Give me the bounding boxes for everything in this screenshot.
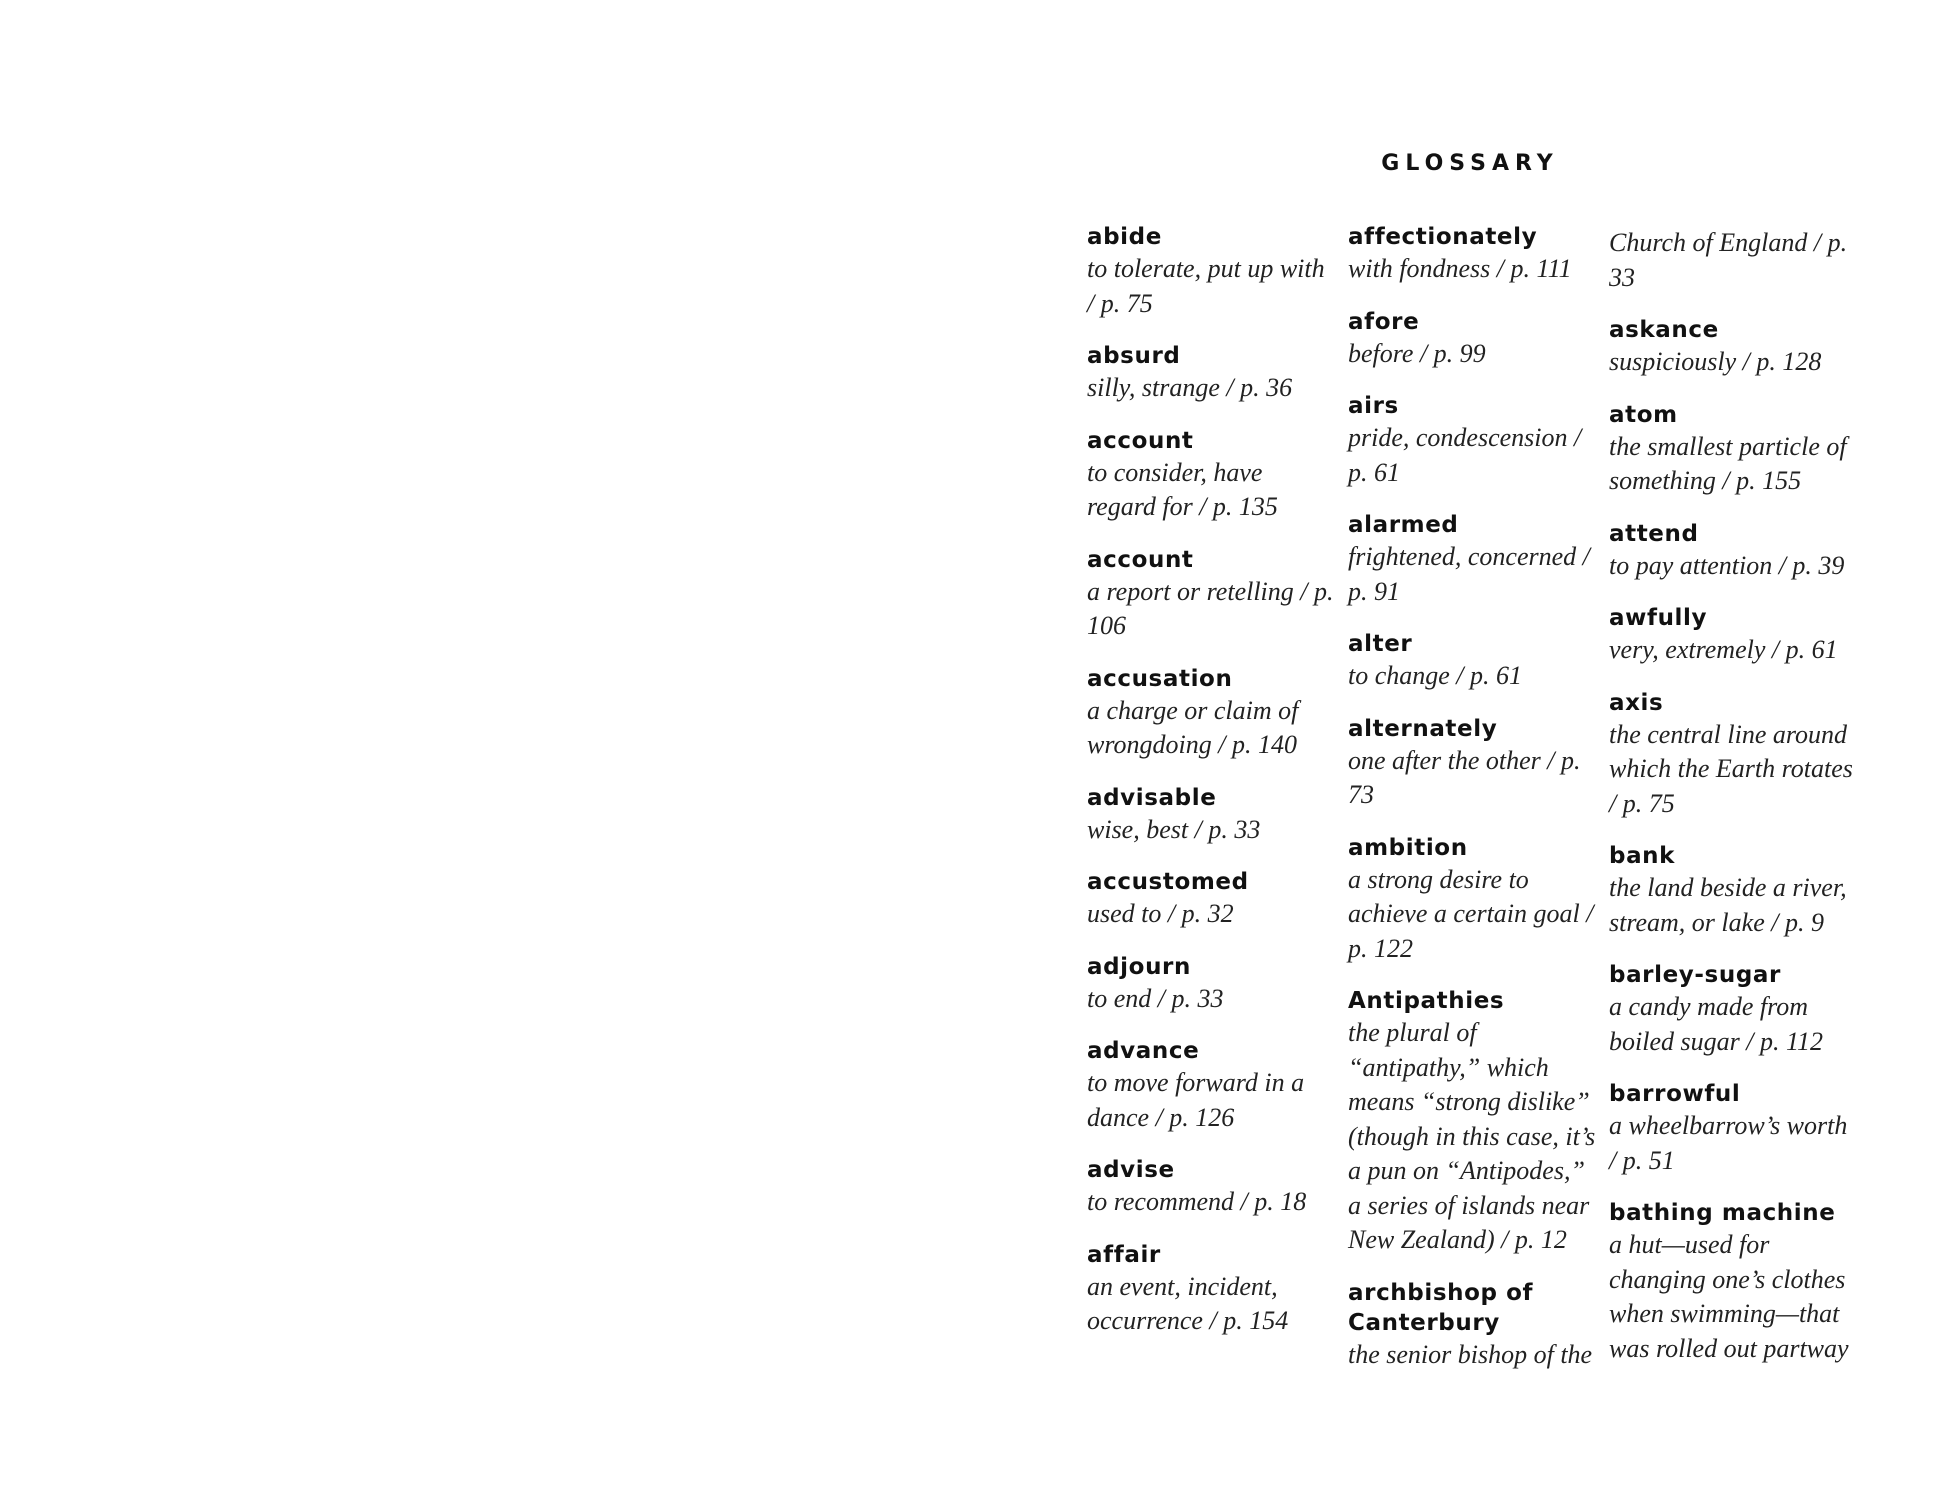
- glossary-entry: [1609, 315, 1859, 380]
- glossary-term: Antipathies: [1348, 988, 1505, 1014]
- glossary-term: account: [1087, 427, 1194, 454]
- glossary-entry: [1087, 545, 1337, 644]
- glossary-entry: [1609, 603, 1859, 668]
- glossary-definition: Church of England / p. 33: [1609, 228, 1848, 292]
- glossary-entry: [1087, 783, 1337, 848]
- glossary-definition: to move forward in a dance / p. 126: [1087, 1068, 1305, 1132]
- glossary-term: abide: [1087, 224, 1162, 250]
- glossary-term: accustomed: [1087, 869, 1249, 895]
- glossary-column-1: [1087, 222, 1337, 1359]
- glossary-definition: to recommend / p. 18: [1087, 1187, 1307, 1216]
- glossary-entry: [1087, 222, 1337, 321]
- glossary-entry: [1609, 960, 1859, 1059]
- glossary-entry: [1348, 391, 1598, 490]
- glossary-term: barley-sugar: [1609, 962, 1781, 988]
- glossary-term: alternately: [1348, 715, 1498, 742]
- glossary-definition: a hut—used for changing one’s clothes when swimming—that was rolled out partway: [1609, 1230, 1849, 1363]
- glossary-term: barrowful: [1609, 1081, 1741, 1107]
- glossary-term: atom: [1609, 401, 1678, 428]
- glossary-definition: a strong desire to achieve a certain goal / p. 122: [1348, 864, 1594, 963]
- glossary-definition: to change / p. 61: [1348, 661, 1523, 690]
- glossary-term: affectionately: [1348, 224, 1538, 250]
- glossary-entry: [1087, 1240, 1337, 1339]
- glossary-entry: [1087, 664, 1337, 763]
- glossary-entry: [1348, 307, 1598, 372]
- glossary-definition: with fondness / p. 111: [1348, 254, 1572, 283]
- glossary-term: bank: [1609, 843, 1676, 869]
- glossary-term: advise: [1087, 1157, 1175, 1183]
- glossary-definition: one after the other / p. 73: [1348, 745, 1581, 809]
- glossary-entry: [1348, 510, 1598, 609]
- glossary-definition: suspiciously / p. 128: [1609, 347, 1822, 376]
- glossary-definition: before / p. 99: [1348, 338, 1486, 368]
- glossary-entry: [1087, 426, 1337, 525]
- glossary-definition: the land beside a river, stream, or lake / p. 9: [1609, 873, 1847, 937]
- glossary-term: awfully: [1609, 605, 1708, 631]
- glossary-term: accusation: [1087, 665, 1233, 692]
- glossary-term: alter: [1348, 631, 1413, 657]
- glossary-term: archbishop of Canterbury: [1348, 1279, 1534, 1336]
- glossary-term: ambition: [1348, 834, 1468, 861]
- glossary-entry: [1609, 1079, 1859, 1178]
- glossary-definition: to pay attention / p. 39: [1609, 550, 1845, 580]
- glossary-term: advance: [1087, 1038, 1200, 1064]
- glossary-column-3: [1609, 222, 1859, 1386]
- glossary-term: absurd: [1087, 343, 1181, 369]
- glossary-definition: to consider, have regard for / p. 135: [1087, 457, 1278, 521]
- glossary-term: account: [1087, 546, 1194, 573]
- glossary-definition: to tolerate, put up with / p. 75: [1087, 254, 1325, 318]
- glossary-term: afore: [1348, 308, 1420, 335]
- glossary-entry-continuation: [1609, 226, 1859, 295]
- glossary-definition: the central line around which the Earth rotates / p. 75: [1609, 719, 1853, 818]
- glossary-definition: a wheelbarrow’s worth / p. 51: [1609, 1111, 1848, 1175]
- glossary-definition: used to / p. 32: [1087, 899, 1234, 928]
- glossary-entry: [1348, 833, 1598, 967]
- glossary-entry: [1609, 1198, 1859, 1366]
- glossary-entry: [1087, 341, 1337, 406]
- glossary-term: askance: [1609, 317, 1719, 343]
- glossary-term: bathing machine: [1609, 1200, 1836, 1226]
- glossary-entry: [1087, 1036, 1337, 1135]
- glossary-definition: the senior bishop of the: [1348, 1339, 1593, 1369]
- glossary-entry: [1609, 519, 1859, 584]
- glossary-entry: [1609, 400, 1859, 499]
- glossary-entry: [1087, 1155, 1337, 1220]
- glossary-term: affair: [1087, 1241, 1161, 1268]
- glossary-definition: very, extremely / p. 61: [1609, 635, 1838, 664]
- glossary-term: adjourn: [1087, 953, 1191, 980]
- glossary-entry: [1087, 867, 1337, 932]
- glossary-definition: a report or retelling / p. 106: [1087, 576, 1334, 640]
- glossary-column-2: [1348, 222, 1598, 1392]
- glossary-entry: [1348, 222, 1598, 287]
- glossary-term: alarmed: [1348, 512, 1459, 538]
- glossary-definition: silly, strange / p. 36: [1087, 373, 1293, 402]
- glossary-definition: wise, best / p. 33: [1087, 814, 1261, 844]
- glossary-entry: [1348, 714, 1598, 813]
- glossary-term: airs: [1348, 393, 1399, 419]
- glossary-definition: to end / p. 33: [1087, 983, 1224, 1013]
- glossary-definition: the plural of “antipathy,” which means “strong dislike” (though in this case, it’s a pun on “Antipodes,” a series of islands near New Zealand) / p. 12: [1348, 1018, 1596, 1254]
- glossary-definition: an event, incident, occurrence / p. 154: [1087, 1271, 1289, 1335]
- glossary-entry: [1348, 1278, 1598, 1373]
- glossary-entry: [1087, 952, 1337, 1017]
- glossary-entry: [1348, 629, 1598, 694]
- glossary-entry: [1348, 986, 1598, 1258]
- glossary-entry: [1609, 841, 1859, 940]
- page-title: GLOSSARY: [1381, 151, 1559, 176]
- glossary-definition: the smallest particle of something / p. 155: [1609, 431, 1847, 495]
- glossary-term: axis: [1609, 689, 1664, 716]
- glossary-term: advisable: [1087, 784, 1217, 811]
- glossary-term: attend: [1609, 520, 1699, 547]
- glossary-entry: [1609, 688, 1859, 822]
- glossary-definition: frightened, concerned / p. 91: [1348, 542, 1590, 606]
- glossary-definition: pride, condescension / p. 61: [1348, 423, 1582, 487]
- glossary-definition: a charge or claim of wrongdoing / p. 140: [1087, 695, 1299, 759]
- glossary-definition: a candy made from boiled sugar / p. 112: [1609, 992, 1824, 1056]
